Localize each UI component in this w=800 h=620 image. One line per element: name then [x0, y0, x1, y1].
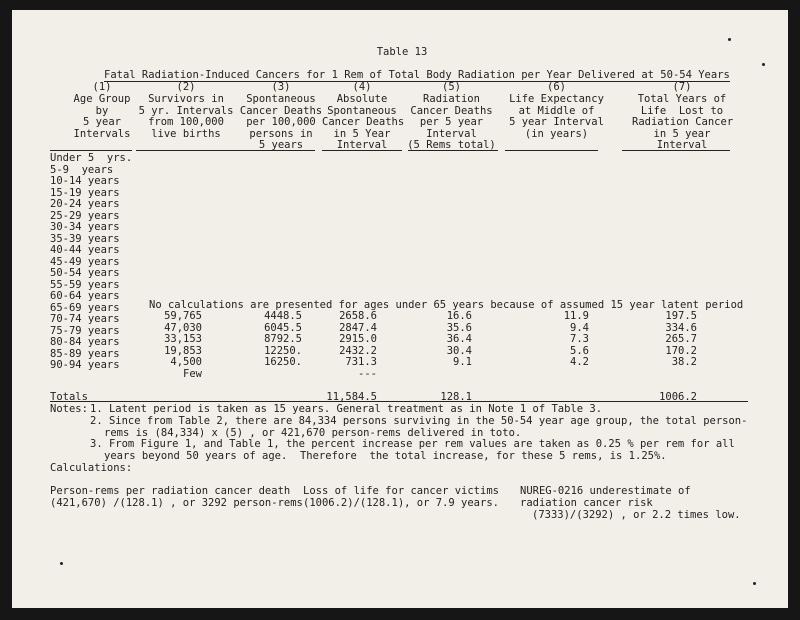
age-group-label: 50-54 years — [50, 267, 120, 279]
header-underline — [233, 150, 315, 151]
age-group-label: 35-39 years — [50, 232, 120, 245]
calc-nureg-3: (7333)/(3292) , or 2.2 times low. — [532, 509, 741, 521]
survivors-cell: 59,765 — [164, 310, 202, 322]
header-underline — [322, 150, 402, 151]
column-header-line: live births — [151, 127, 221, 140]
header-underline — [136, 150, 244, 151]
column-number: (4) — [352, 81, 372, 93]
column-header-line: 5 years — [258, 139, 304, 151]
column-header-line: (5 Rems total) — [407, 139, 496, 151]
header-underline — [408, 150, 498, 151]
totals-years-lost: 1006.2 — [659, 391, 697, 403]
age-group-label: 30-34 years — [50, 221, 120, 233]
radiation-deaths-cell: 36.4 — [446, 333, 472, 345]
age-group-label: 65-69 years — [50, 301, 120, 314]
radiation-deaths-cell: 16.6 — [446, 310, 472, 322]
absolute-deaths-cell: 2658.6 — [339, 310, 377, 322]
column-header-line: Radiation Cancer — [632, 116, 734, 128]
radiation-deaths-cell: 35.6 — [446, 321, 472, 334]
calc-life-2: (1006.2)/(128.1), or 7.9 years. — [303, 497, 499, 509]
column-number: (1) — [92, 81, 112, 93]
notes-label: Notes: — [50, 403, 88, 415]
absolute-deaths-cell: 2847.4 — [339, 321, 377, 334]
column-header-line: (in years) — [524, 127, 589, 140]
survivors-cell: 47,030 — [164, 321, 202, 334]
survivors-cell: 19,853 — [164, 344, 202, 357]
column-header-line: from 100,000 — [148, 116, 224, 128]
column-header-line: 5 year — [83, 116, 121, 128]
absolute-deaths-cell: 2915.0 — [339, 333, 377, 345]
radiation-deaths-cell: 9.1 — [453, 356, 472, 368]
column-header-line: Life Lost to — [640, 104, 724, 117]
age-group-label: 5-9 years — [50, 163, 114, 176]
header-underline — [505, 150, 598, 151]
calc-deaths-2: (421,670) /(128.1) , or 3292 person-rems — [50, 497, 303, 509]
speck-mark — [753, 582, 756, 585]
absolute-deaths-cell: --- — [358, 367, 377, 380]
age-group-label: 80-84 years — [50, 336, 120, 348]
absolute-deaths-cell: 731.3 — [345, 356, 377, 368]
column-header-line: 5 year Interval — [509, 116, 604, 128]
life-expectancy-cell: 9.4 — [570, 321, 589, 334]
spontaneous-deaths-cell: 12250. — [264, 344, 302, 357]
age-group-label: 60-64 years — [50, 290, 120, 302]
column-header-line: 5 yr. Intervals — [138, 104, 234, 117]
column-number: (2) — [176, 81, 196, 93]
column-header-line: Interval — [656, 139, 708, 151]
note-3-cont: years beyond 50 years of age. Therefore the total increase, for these 5 rems, is 1.25%. — [104, 450, 667, 462]
column-header-line: Life Expectancy — [509, 93, 604, 105]
column-header-line: Age Group — [73, 93, 131, 105]
age-group-label: 90-94 years — [50, 359, 120, 371]
note-2: 2. Since from Table 2, there are 84,334 persons surviving in the 50-54 year age group, the total person- — [90, 415, 748, 427]
life-expectancy-cell: 5.6 — [570, 344, 589, 357]
column-number: (3) — [271, 81, 291, 93]
column-header-line: persons in — [249, 127, 313, 140]
column-header-line: in 5 Year — [333, 127, 391, 140]
no-calculations-note: No calculations are presented for ages under 65 years because of assumed 15 year latent period — [149, 299, 744, 311]
life-expectancy-cell: 7.3 — [570, 333, 589, 345]
document-page — [12, 10, 788, 608]
column-header-line: per 100,000 — [246, 116, 316, 128]
years-lost-cell: 38.2 — [671, 356, 697, 368]
survivors-cell: 33,153 — [164, 333, 202, 345]
years-lost-cell: 334.6 — [665, 321, 697, 334]
column-header-line: at Middle of — [518, 104, 595, 117]
column-header-line: Total Years of — [637, 93, 727, 105]
note-2-cont: rems is (84,334) x (5) , or 421,670 person-rems delivered in toto. — [104, 427, 522, 439]
calculations-label: Calculations: — [50, 462, 133, 474]
column-header-line: Radiation — [423, 93, 480, 105]
age-group-label: Under 5 yrs. — [50, 152, 133, 164]
totals-cancer-deaths: 128.1 — [440, 391, 472, 403]
life-expectancy-cell: 4.2 — [570, 356, 589, 368]
calc-life-1: Loss of life for cancer victims — [303, 485, 499, 497]
column-header-line: Intervals — [73, 127, 131, 140]
radiation-deaths-cell: 30.4 — [446, 344, 472, 357]
column-header-line: by — [95, 104, 109, 117]
age-group-label: 45-49 years — [50, 255, 120, 268]
age-group-label: 75-79 years — [50, 324, 120, 337]
spontaneous-deaths-cell: 6045.5 — [264, 321, 302, 334]
column-header-line: Interval — [426, 127, 477, 140]
years-lost-cell: 265.7 — [665, 333, 697, 345]
age-group-label: 70-74 years — [50, 313, 120, 325]
column-number: (7) — [672, 81, 692, 93]
header-underline — [622, 150, 730, 151]
spontaneous-deaths-cell: 16250. — [264, 356, 302, 368]
table-caption: Fatal Radiation-Induced Cancers for 1 Rem of Total Body Radiation per Year Delivered at 50-54 Years — [104, 69, 730, 81]
age-group-label: 20-24 years — [50, 198, 120, 210]
column-header-line: Spontaneous — [246, 93, 316, 105]
totals-deaths: 11,584.5 — [326, 391, 377, 403]
age-group-label: 15-19 years — [50, 186, 120, 199]
calc-nureg-1: NUREG-0216 underestimate of — [520, 485, 691, 497]
column-header-line: Cancer Deaths — [410, 104, 493, 117]
totals-rule — [50, 401, 748, 402]
spontaneous-deaths-cell: 8792.5 — [264, 333, 302, 345]
column-header-line: Interval — [336, 139, 388, 151]
column-header-line: Spontaneous — [327, 104, 397, 117]
age-group-label: 85-89 years — [50, 347, 120, 360]
column-header-line: Survivors in — [148, 93, 224, 105]
life-expectancy-cell: 11.9 — [563, 310, 589, 322]
column-number: (6) — [547, 81, 566, 93]
calc-nureg-2: radiation cancer risk — [520, 497, 653, 509]
calc-deaths-1: Person-rems per radiation cancer death — [50, 485, 291, 497]
age-group-label: 55-59 years — [50, 278, 120, 291]
speck-mark — [762, 63, 765, 66]
note-3: 3. From Figure 1, and Table 1, the percent increase per rem values are taken as 0.25 % per rem for all — [90, 438, 735, 450]
years-lost-cell: 170.2 — [665, 344, 697, 357]
header-underline — [50, 150, 132, 151]
speck-mark — [728, 38, 731, 41]
age-group-label: 25-29 years — [50, 209, 120, 222]
column-header-line: in 5 year — [653, 127, 711, 140]
age-group-label: 10-14 years — [50, 175, 120, 187]
survivors-cell: 4,500 — [170, 356, 202, 368]
column-header-line: Absolute — [336, 93, 388, 105]
column-header-line: Cancer Deaths — [322, 116, 405, 128]
absolute-deaths-cell: 2432.2 — [339, 344, 377, 357]
column-header-line: per 5 year — [419, 116, 484, 128]
column-header-line: Cancer Deaths — [239, 104, 323, 117]
survivors-cell: Few — [183, 367, 202, 380]
years-lost-cell: 197.5 — [665, 310, 697, 322]
age-group-label: 40-44 years — [50, 244, 120, 256]
speck-mark — [60, 562, 63, 565]
table-number: Table 13 — [376, 46, 428, 58]
totals-label: Totals — [50, 391, 88, 403]
column-number: (5) — [442, 81, 461, 93]
note-1: 1. Latent period is taken as 15 years. General treatment as in Note 1 of Table 3. — [90, 403, 603, 415]
spontaneous-deaths-cell: 4448.5 — [264, 310, 302, 322]
